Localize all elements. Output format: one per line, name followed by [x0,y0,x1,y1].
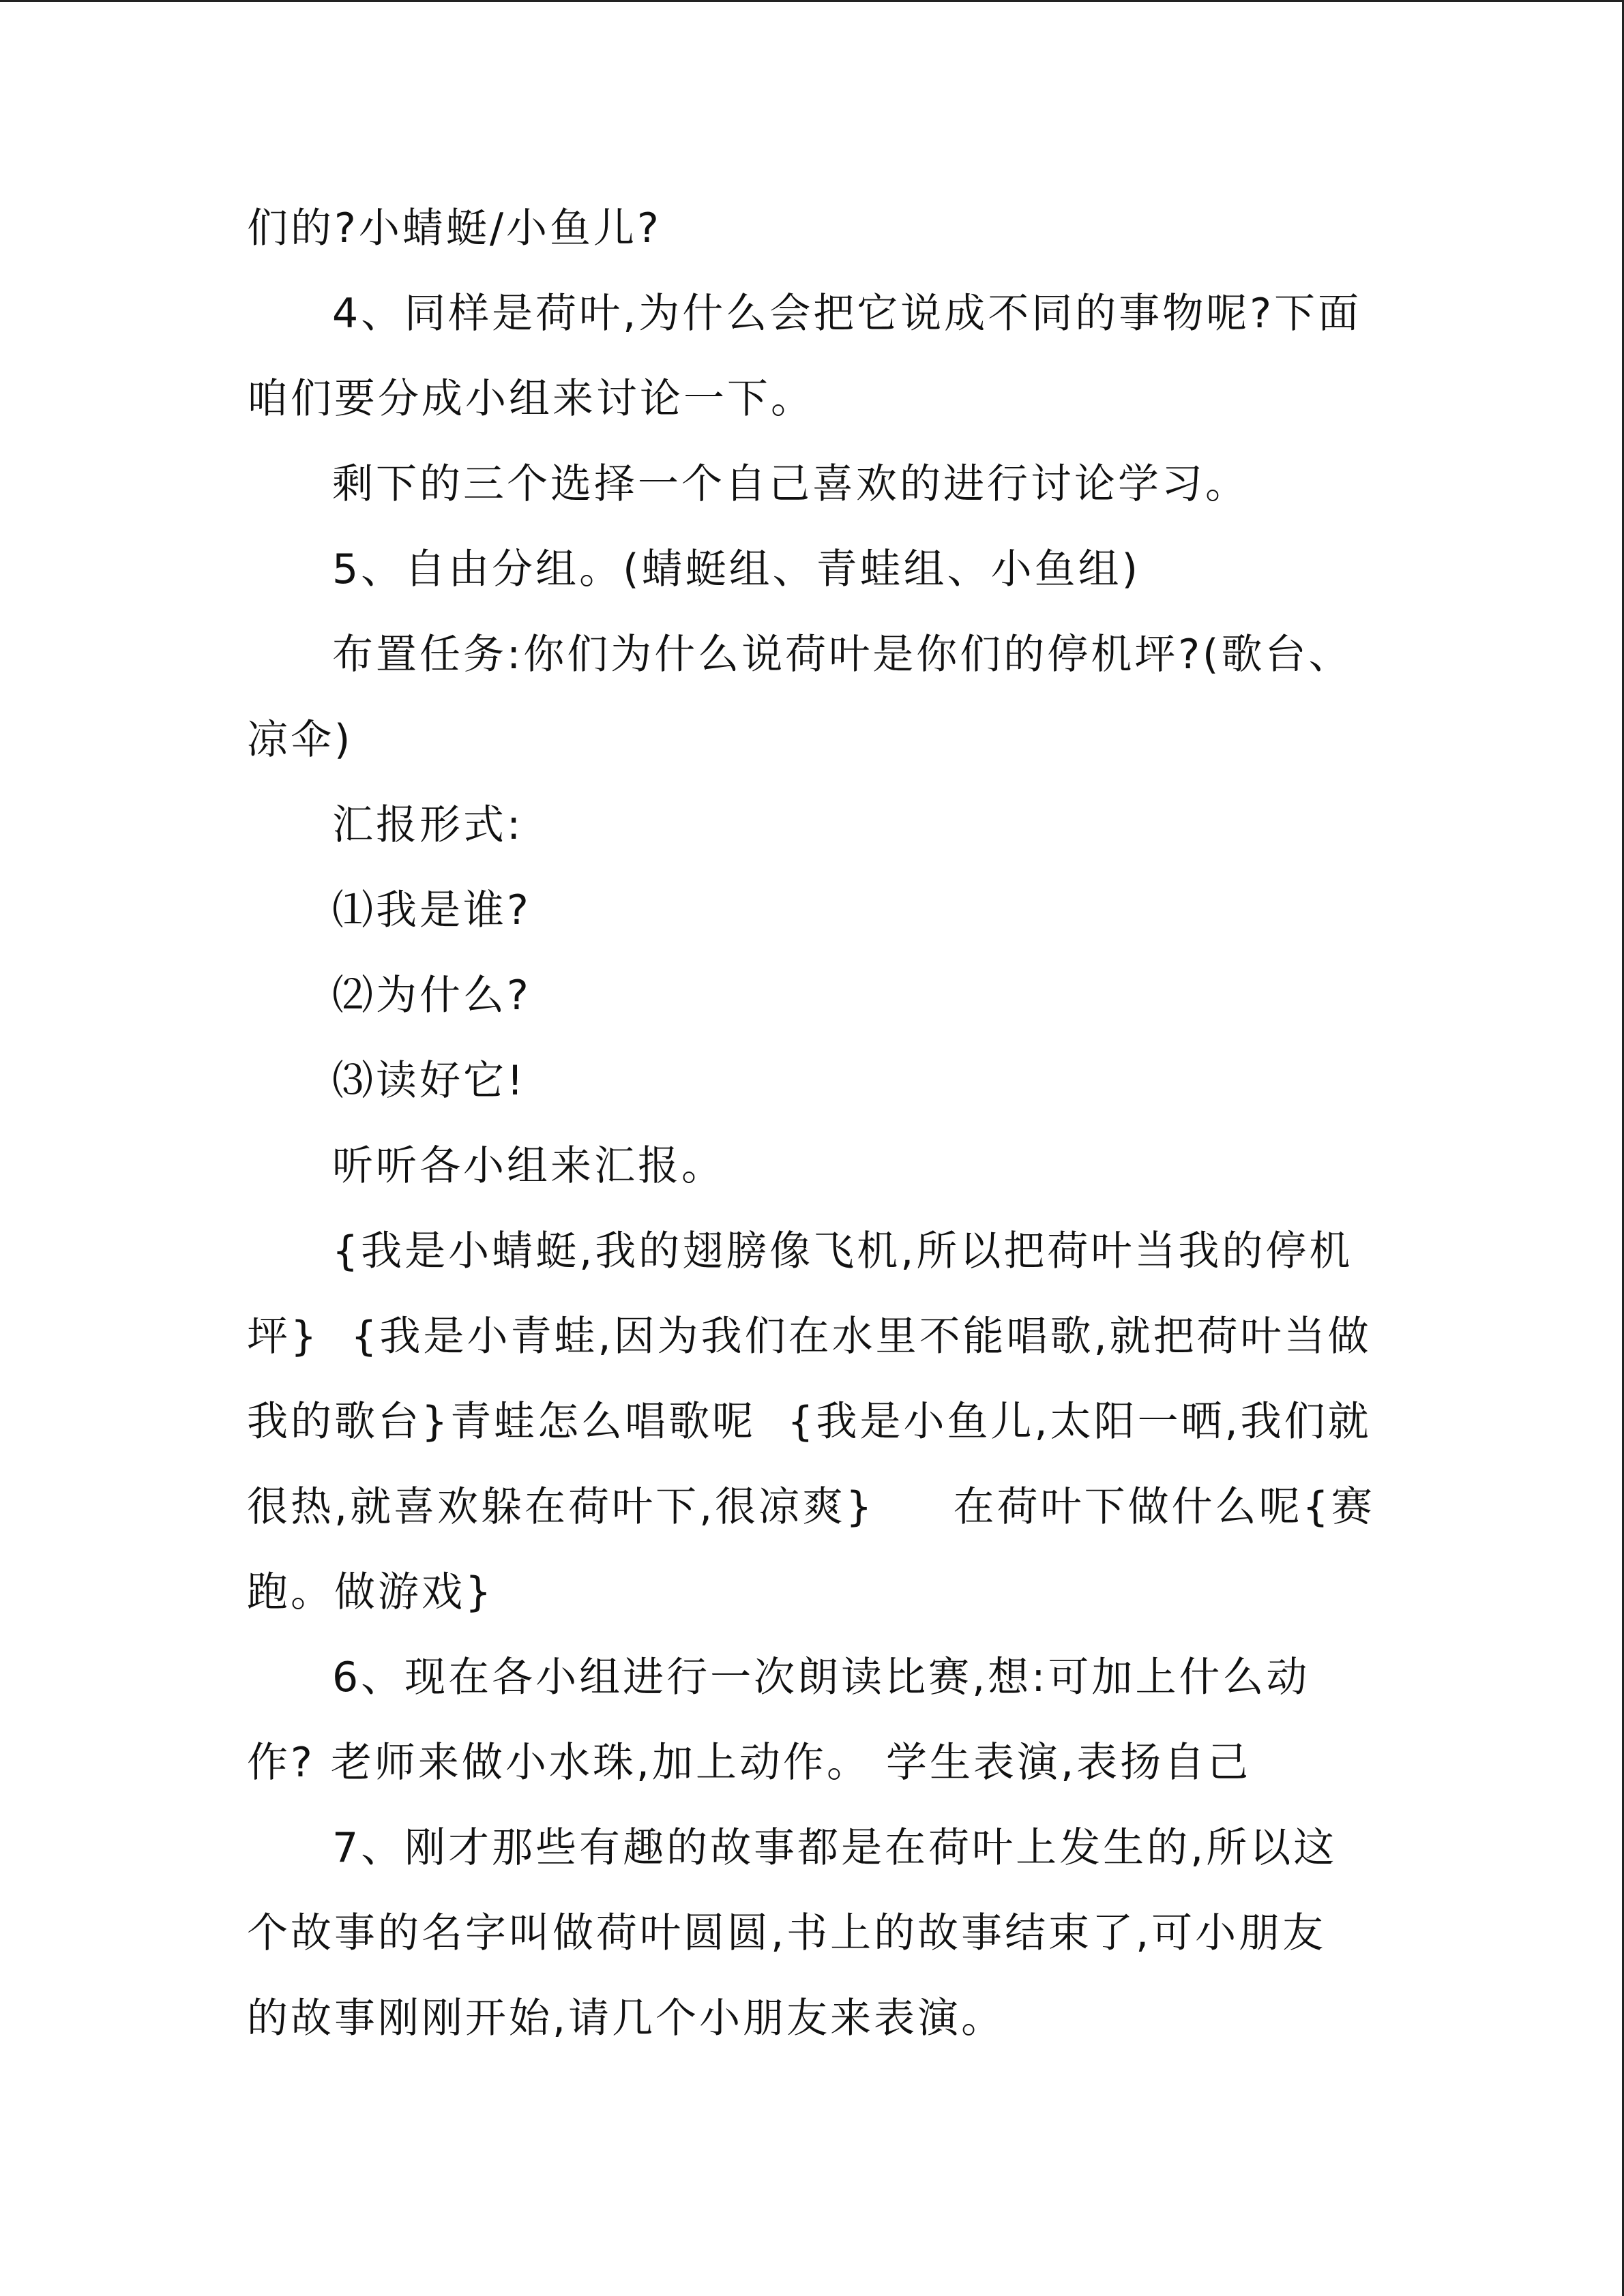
paragraph-step-4: 4、同样是荷叶,为什么会把它说成不同的事物呢?下面 [332,290,1362,338]
text-line: 跑。做游戏} [247,1568,494,1616]
text-line: 坪} {我是小青蛙,因为我们在水里不能唱歌,就把荷叶当做 [247,1313,1372,1360]
text-line: 很热,就喜欢躲在荷叶下,很凉爽} 在荷叶下做什么呢{赛 [247,1483,1375,1531]
paragraph-step-6: 6、现在各小组进行一次朗读比赛,想:可加上什么动 [332,1654,1310,1701]
paragraph-step-5: 5、自由分组。(蜻蜓组、青蛙组、小鱼组) [332,546,1140,593]
paragraph-step-7: 7、刚才那些有趣的故事都是在荷叶上发生的,所以这 [332,1824,1338,1872]
list-item: ⑶读好它! [332,1057,527,1105]
text-line: 的故事刚刚开始,请几个小朋友来表演。 [247,1995,1005,2042]
text-line: 们的?小蜻蜓/小鱼儿? [247,205,662,252]
text-line: 我的歌台}青蛙怎么唱歌呢 {我是小鱼儿,太阳一晒,我们就 [247,1398,1372,1446]
paragraph: 剩下的三个选择一个自己喜欢的进行讨论学习。 [332,460,1249,508]
list-item: ⑵为什么? [332,972,531,1019]
text-line: 作? 老师来做小水珠,加上动作。 学生表演,表扬自己 [247,1739,1252,1787]
paragraph: 听听各小组来汇报。 [332,1142,725,1190]
paragraph-task: 布置任务:你们为什么说荷叶是你们的停机坪?(歌台、 [332,631,1353,679]
list-item: ⑴我是谁? [332,886,531,934]
text-line: 个故事的名字叫做荷叶圆圆,书上的故事结束了,可小朋友 [247,1909,1327,1957]
text-line: 咱们要分成小组来讨论一下。 [247,375,814,423]
paragraph-report-format: 汇报形式: [332,801,524,849]
page-top-border [0,0,1624,2]
paragraph-group-reports: {我是小蜻蜓,我的翅膀像飞机,所以把荷叶当我的停机 [332,1227,1353,1275]
text-line: 凉伞) [247,716,353,764]
